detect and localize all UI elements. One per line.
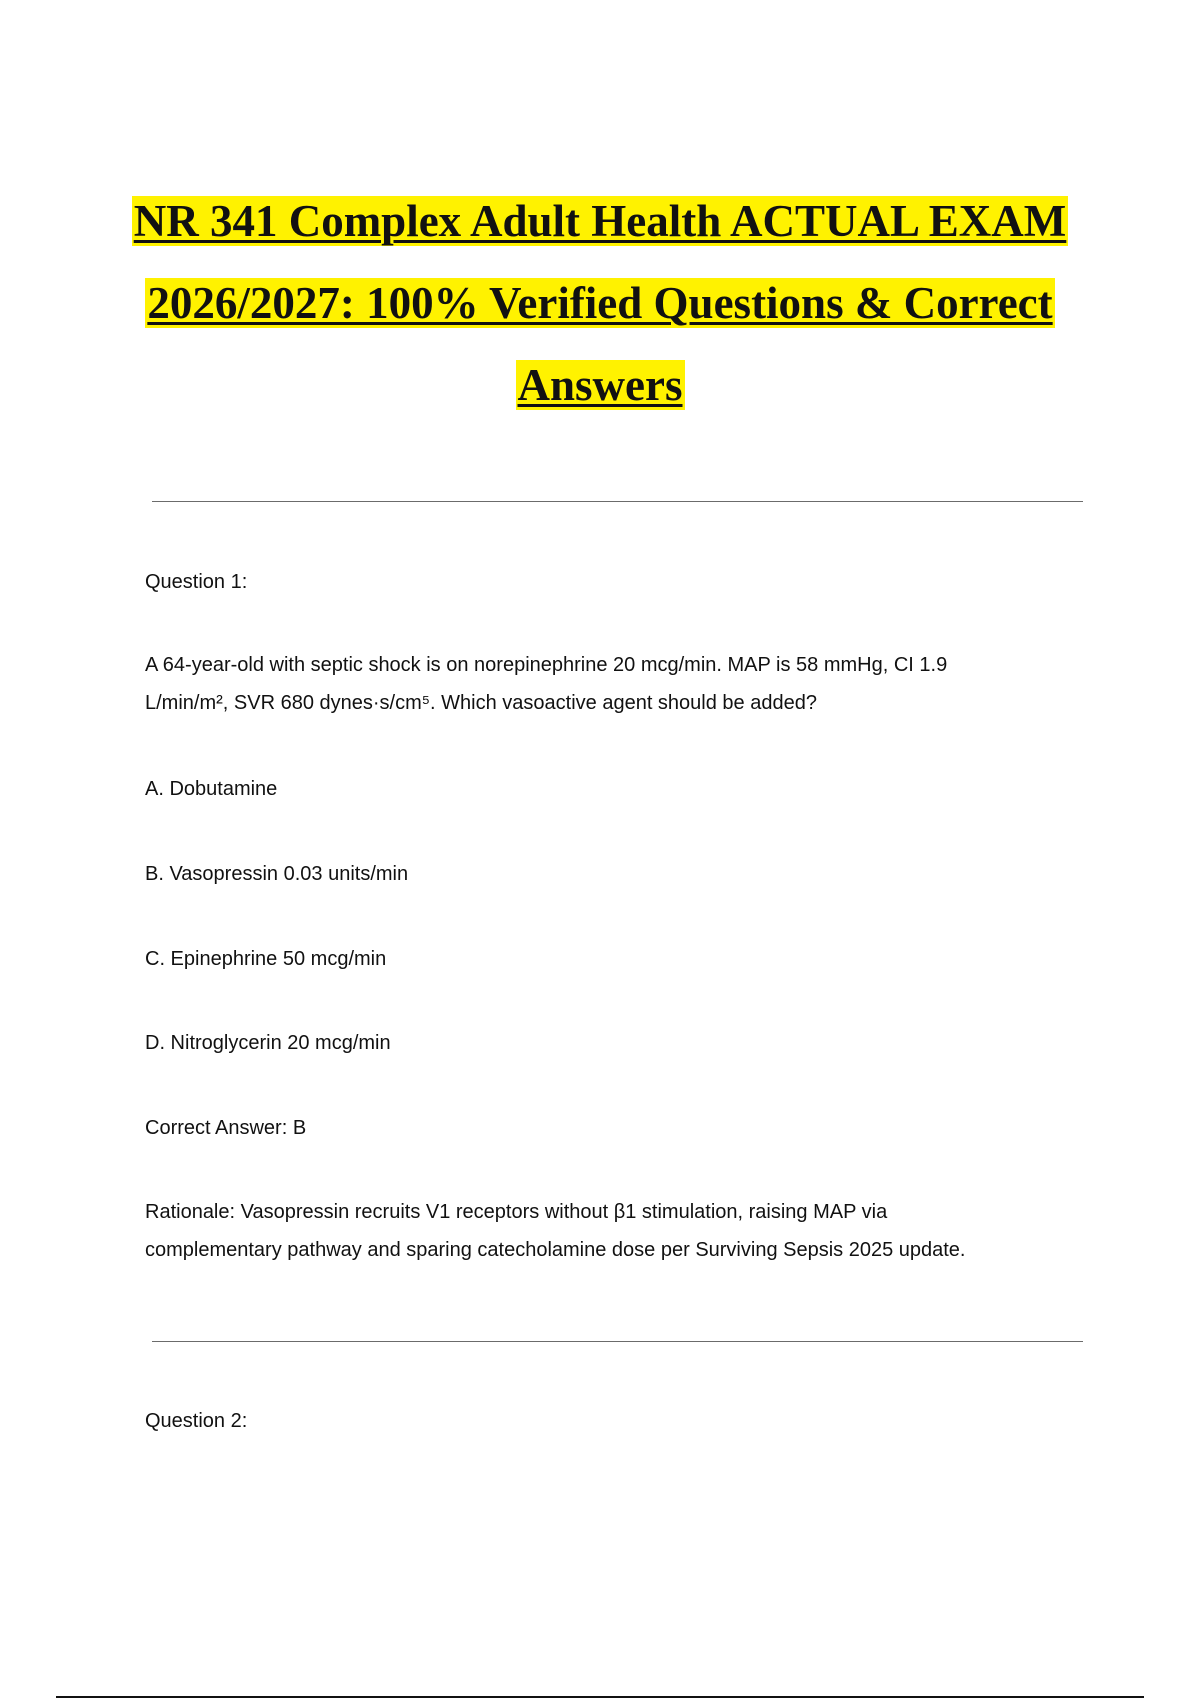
question-1-option-a: A. Dobutamine <box>145 778 278 800</box>
title-line-3 <box>100 344 1100 426</box>
question-1-option-c: C. Epinephrine 50 mcg/min <box>145 948 387 970</box>
question-1-option-b: B. Vasopressin 0.03 units/min <box>145 863 409 885</box>
question-2-label: Question 2: <box>145 1410 248 1432</box>
title-line-1-text: NR 341 Complex Adult Health ACTUAL EXAM <box>133 196 1067 246</box>
question-1-rationale-line-2: complementary pathway and sparing catecholamine dose per Surviving Sepsis 2025 update. <box>145 1239 966 1261</box>
question-1-option-d: D. Nitroglycerin 20 mcg/min <box>145 1032 391 1054</box>
question-1-correct-answer: Correct Answer: B <box>145 1117 307 1139</box>
title-line-3-text: Answers <box>517 360 683 410</box>
question-1-stem <box>145 646 947 722</box>
title-line-2 <box>100 262 1100 344</box>
section-divider <box>152 1341 1083 1342</box>
document-title <box>100 180 1100 426</box>
question-1-rationale <box>145 1193 966 1269</box>
question-1-label: Question 1: <box>145 571 248 593</box>
question-1-stem-line-1: A 64-year-old with septic shock is on norepinephrine 20 mcg/min. MAP is 58 mmHg, CI 1.9 <box>145 654 948 676</box>
section-divider <box>152 501 1083 502</box>
question-1-stem-line-2: L/min/m², SVR 680 dynes·s/cm⁵. Which vasoactive agent should be added? <box>145 692 817 714</box>
question-1-rationale-line-1: Rationale: Vasopressin recruits V1 receptors without β1 stimulation, raising MAP via <box>145 1201 888 1223</box>
page-bottom-rule <box>56 1696 1144 1698</box>
title-line-1 <box>100 180 1100 262</box>
title-line-2-text: 2026/2027: 100% Verified Questions & Correct <box>147 278 1053 328</box>
